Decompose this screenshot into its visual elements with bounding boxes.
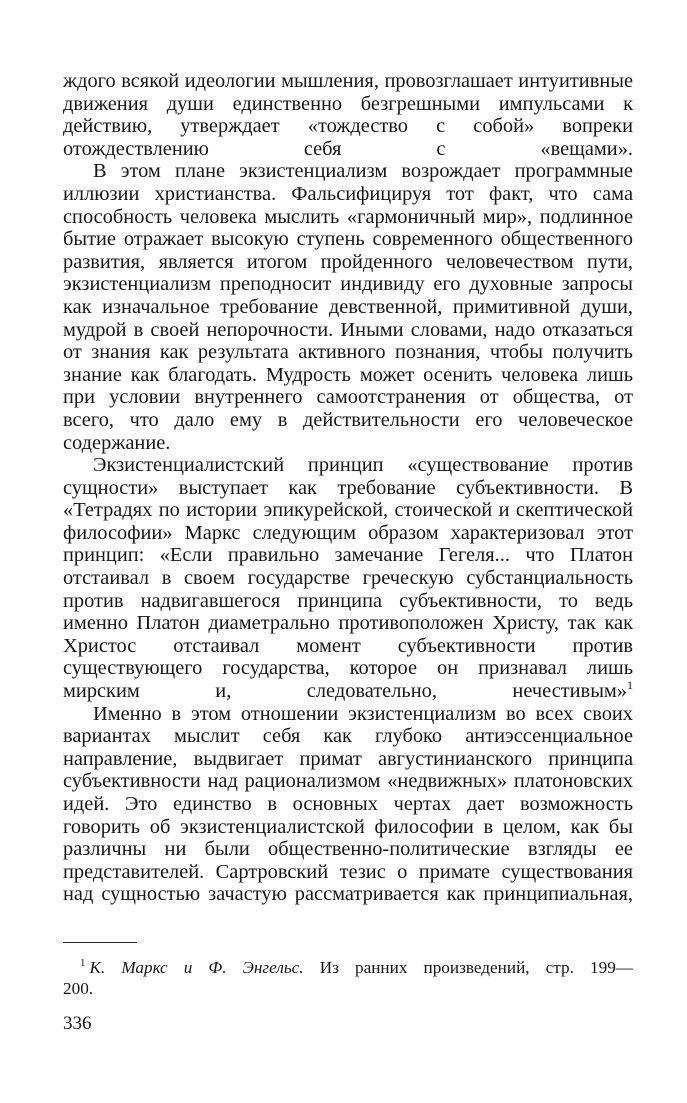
page-number: 336 — [63, 1013, 92, 1034]
footnote-line-2: 200. — [63, 979, 94, 998]
paragraph-3 — [63, 454, 633, 703]
footnote — [63, 957, 633, 999]
footnote-marker: 1 — [80, 957, 86, 970]
footnote-rule — [63, 942, 137, 943]
footnote-text: Из ранних произведений, стр. 199— — [319, 958, 633, 977]
footnote-authors: К. Маркс и Ф. Энгельс. — [89, 958, 304, 977]
paragraph-3-text: Экзистенциалистский принцип «существование против сущности» выступает как требование субъективности. В «Тетрадях по истории эпикурейской, стоической и скептической философии» Маркс следующим образом характеризовал этот принцип: «Если правильно замечание Гегеля... что Платон отстаивал в своем государстве греческую субстанциальность против надвигавшегося принципа субъективности, то ведь именно Платон диаметрально противоположен Христу, так как Христос отстаивал момент субъективности против существующего государства, которое он признавал лишь мирским и, следовательно, нечестивым» — [63, 454, 633, 703]
paragraph-1: ждого всякой идеологии мышления, провозглашает интуитивные движения души единственно безгрешными импульсами к действию, утверждает «тождество с собой» вопреки отождествлению себя с «вещами». — [63, 70, 633, 160]
footnote-line-1 — [63, 957, 633, 978]
footnote-reference: 1 — [627, 678, 633, 693]
paragraph-4: Именно в этом отношении экзистенциализм во всех своих вариантах мыслит себя как глубоко антиэссенциальное направление, выдвигает примат августинианского принципа субъективности над рационализмом «недвижных» платоновских идей. Это единство в основных чертах дает возможность говорить об экзистенциалистской философии в целом, как бы различны ни были общественно-политические взгляды ее представителей. Сартровский тезис о примате существования над сущностью зачастую рассматривается как принципиальная, — [63, 702, 633, 906]
page-body — [63, 70, 633, 906]
paragraph-2: В этом плане экзистенциализм возрождает программные иллюзии христианства. Фальсифицируя тот факт, что сама способность человека мыслить «гармоничный мир», подлинное бытие отражает высокую ступень современного общественного развития, является итогом пройденного человечеством пути, экзистенциализм преподносит индивиду его духовные запросы как изначальное требование девственной, примитивной души, мудрой в своей непорочности. Иными словами, надо отказаться от знания как результата активного познания, чтобы получить знание как благодать. Мудрость может осенить человека лишь при условии внутреннего самоотстранения от общества, от всего, что дало ему в действительности его человеческое содержание. — [63, 160, 633, 454]
